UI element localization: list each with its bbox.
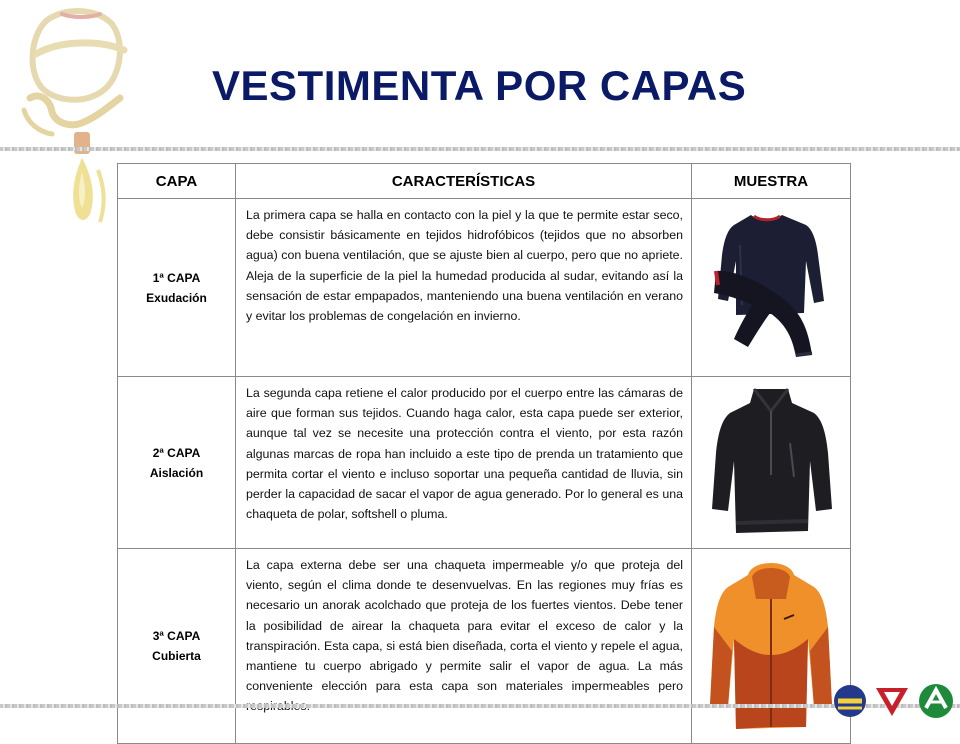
layer-number: 3ª CAPA [152, 629, 201, 643]
table-row [118, 549, 851, 744]
layer-cell [118, 199, 236, 377]
sample-cell [692, 377, 851, 549]
table-row [118, 199, 851, 377]
layer-description: La capa externa debe ser una chaqueta impermeable y/o que proteja del viento, según el clima donde te desenvuelvas. En las regiones muy frías es necesario un anorak acolchado que proteja de los fuertes vientos. Debe tener la posibilidad de airear la chaqueta para evitar el exceso de calor y la transpiración. Esta capa, si está bien diseñada, corta el viento y repele el agua, mantiene tu cuerpo abrigado y permite salir el vapor de agua. La más conveniente elección para esta capa son materiales impermeables pero [236, 549, 692, 744]
header-capa: CAPA [118, 164, 236, 199]
slide-title: VESTIMENTA POR CAPAS [212, 62, 747, 109]
top-divider [0, 147, 960, 151]
pathfinder-badge-icon [834, 685, 866, 717]
fleece-jacket-image [696, 383, 846, 538]
organization-badges [828, 682, 960, 720]
header-caracteristicas: CARACTERÍSTICAS [236, 164, 692, 199]
layer-number: 2ª CAPA [152, 445, 201, 460]
sample-cell [692, 549, 851, 744]
triangle-badge-icon [876, 688, 908, 716]
adventurer-badge-icon [919, 684, 953, 718]
layer-cell [118, 377, 236, 549]
thermal-underwear-image [696, 205, 846, 365]
layers-table [117, 163, 851, 744]
bottom-divider [0, 704, 960, 708]
layer-number: 1ª CAPA [152, 270, 201, 285]
header-muestra: MUESTRA [692, 164, 851, 199]
sample-cell [692, 199, 851, 377]
layer-name: Cubierta [152, 649, 201, 663]
layer-name: Aislación [149, 465, 204, 480]
layer-description: La primera capa se halla en contacto con la piel y la que te permite estar seco, debe consistir básicamente en tejidos hidrofóbicos (tejidos que no absorben agua) con buena ventilación, que se ajuste bien al cuerpo, pero que no apriete. Aleja de la superficie de la piel la humedad producida al sudar, evitando así la sensación de estar empapados, manteniendo una buena ventilación en verano y evitar los problemas de congelación en invierno. [236, 199, 692, 377]
table-header-row [118, 164, 851, 199]
layer-cell [118, 549, 236, 744]
layer-name: Exudación [146, 290, 207, 305]
layer-description: La segunda capa retiene el calor producido por el cuerpo entre las cámaras de aire que forman sus tejidos. Cuando haga calor, esta capa puede ser exterior, aunque tal vez se necesite una protección contra el viento, por esta razón algunas marcas de ropa han incluido a este tipo de prenda un tratamiento que permita cortar el viento e incluso soportar una pequeña cantidad de lluvia, sin perder la capacidad de sacar el vapor de agua generado. Por lo general es una chaqueta de polar, softshell o pluma. [236, 377, 692, 549]
table-row [118, 377, 851, 549]
